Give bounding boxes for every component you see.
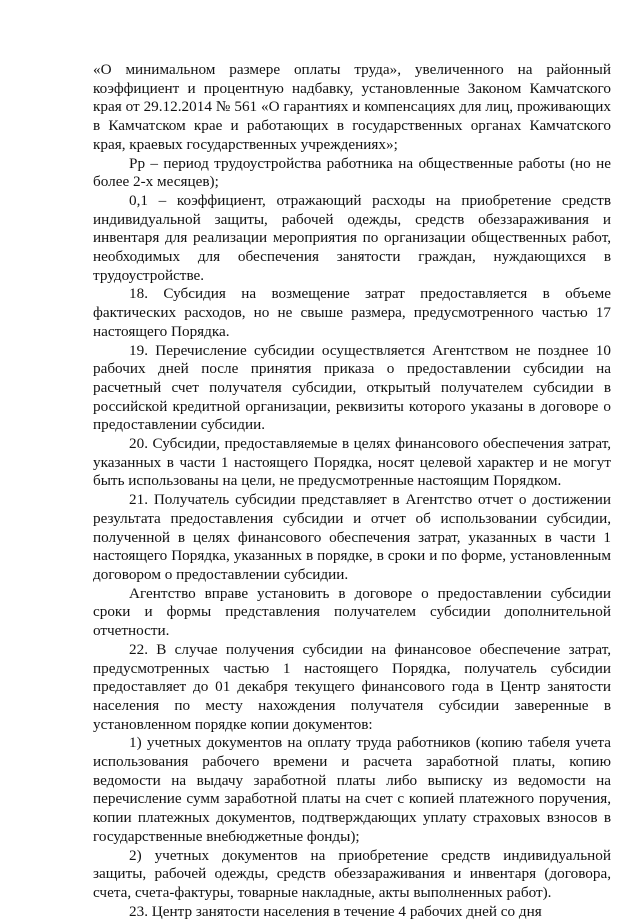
paragraph-rp-definition: Рр – период трудоустройства работника на общественные работы (но не более 2-х месяцев); (93, 154, 611, 191)
paragraph-item-1: 1) учетных документов на оплату труда работников (копию табеля учета использования рабочего времени и расчета заработной платы, копию ведомости на выдачу заработной платы либо выписку из ведомости на перечисление сумм заработной платы на счет с копией платежного поручения, копии платежных документов, подтверждающих уплату страховых взносов в государственные внебюджетные фонды); (93, 734, 611, 845)
document-body (93, 61, 611, 921)
paragraph-coefficient-definition: 0,1 – коэффициент, отражающий расходы на приобретение средств индивидуальной защиты, рабочей одежды, средств обеззараживания и инвентаря для реализации мероприятия по организации общественных работ, необходимых для обеспечения занятости граждан, нуждающихся в трудоустройстве. (93, 191, 611, 284)
paragraph-continuation: «О минимальном размере оплаты труда», увеличенного на районный коэффициент и процентную надбавку, установленные Законом Камчатского края от 29.12.2014 № 561 «О гарантиях и компенсациях для лиц, проживающих в Камчатском крае и работающих в государственных органах Камчатского края, краевых государственных учреждениях»; (93, 61, 611, 153)
paragraph-clause-18: 18. Субсидия на возмещение затрат предоставляется в объеме фактических расходов, но не свыше размера, предусмотренного частью 17 настоящего Порядка. (93, 285, 611, 340)
paragraph-clause-22: 22. В случае получения субсидии на финансовое обеспечение затрат, предусмотренных частью 1 настоящего Порядка, получатель субсидии предоставляет до 01 декабря текущего финансового года в Центр занятости населения по месту нахождения получателя субсидии заверенные в установленном порядке копии документов: (93, 640, 611, 733)
paragraph-clause-21: 21. Получатель субсидии представляет в Агентство отчет о достижении результата предоставления субсидии и отчет об использовании субсидии, полученной в целях финансового обеспечения затрат, указанных в части 1 настоящего Порядка, указанных в порядке, в сроки и по форме, установленным договором о предоставлении субсидии. (93, 491, 611, 583)
paragraph-item-2: 2) учетных документов на приобретение средств индивидуальной защиты, рабочей одежды, средств обеззараживания и инвентаря (договора, счета, счета-фактуры, товарные накладные, акты выполненных работ). (93, 846, 611, 901)
paragraph-clause-19: 19. Перечисление субсидии осуществляется Агентством не позднее 10 рабочих дней после принятия приказа о предоставлении субсидии на расчетный счет получателя субсидии, открытый получателем субсидии в российской кредитной организации, реквизиты которого указаны в договоре о предоставлении субсидии. (93, 341, 611, 434)
paragraph-clause-20: 20. Субсидии, предоставляемые в целях финансового обеспечения затрат, указанных в части 1 настоящего Порядка, носят целевой характер и не могут быть использованы на цели, не предусмотренные настоящим Порядком. (93, 435, 611, 490)
paragraph-clause-23: 23. Центр занятости населения в течение 4 рабочих дней со дня (129, 902, 542, 920)
paragraph-additional-reporting: Агентство вправе установить в договоре о предоставлении субсидии сроки и формы представления получателем субсидии дополнительной отчетности. (93, 584, 611, 640)
